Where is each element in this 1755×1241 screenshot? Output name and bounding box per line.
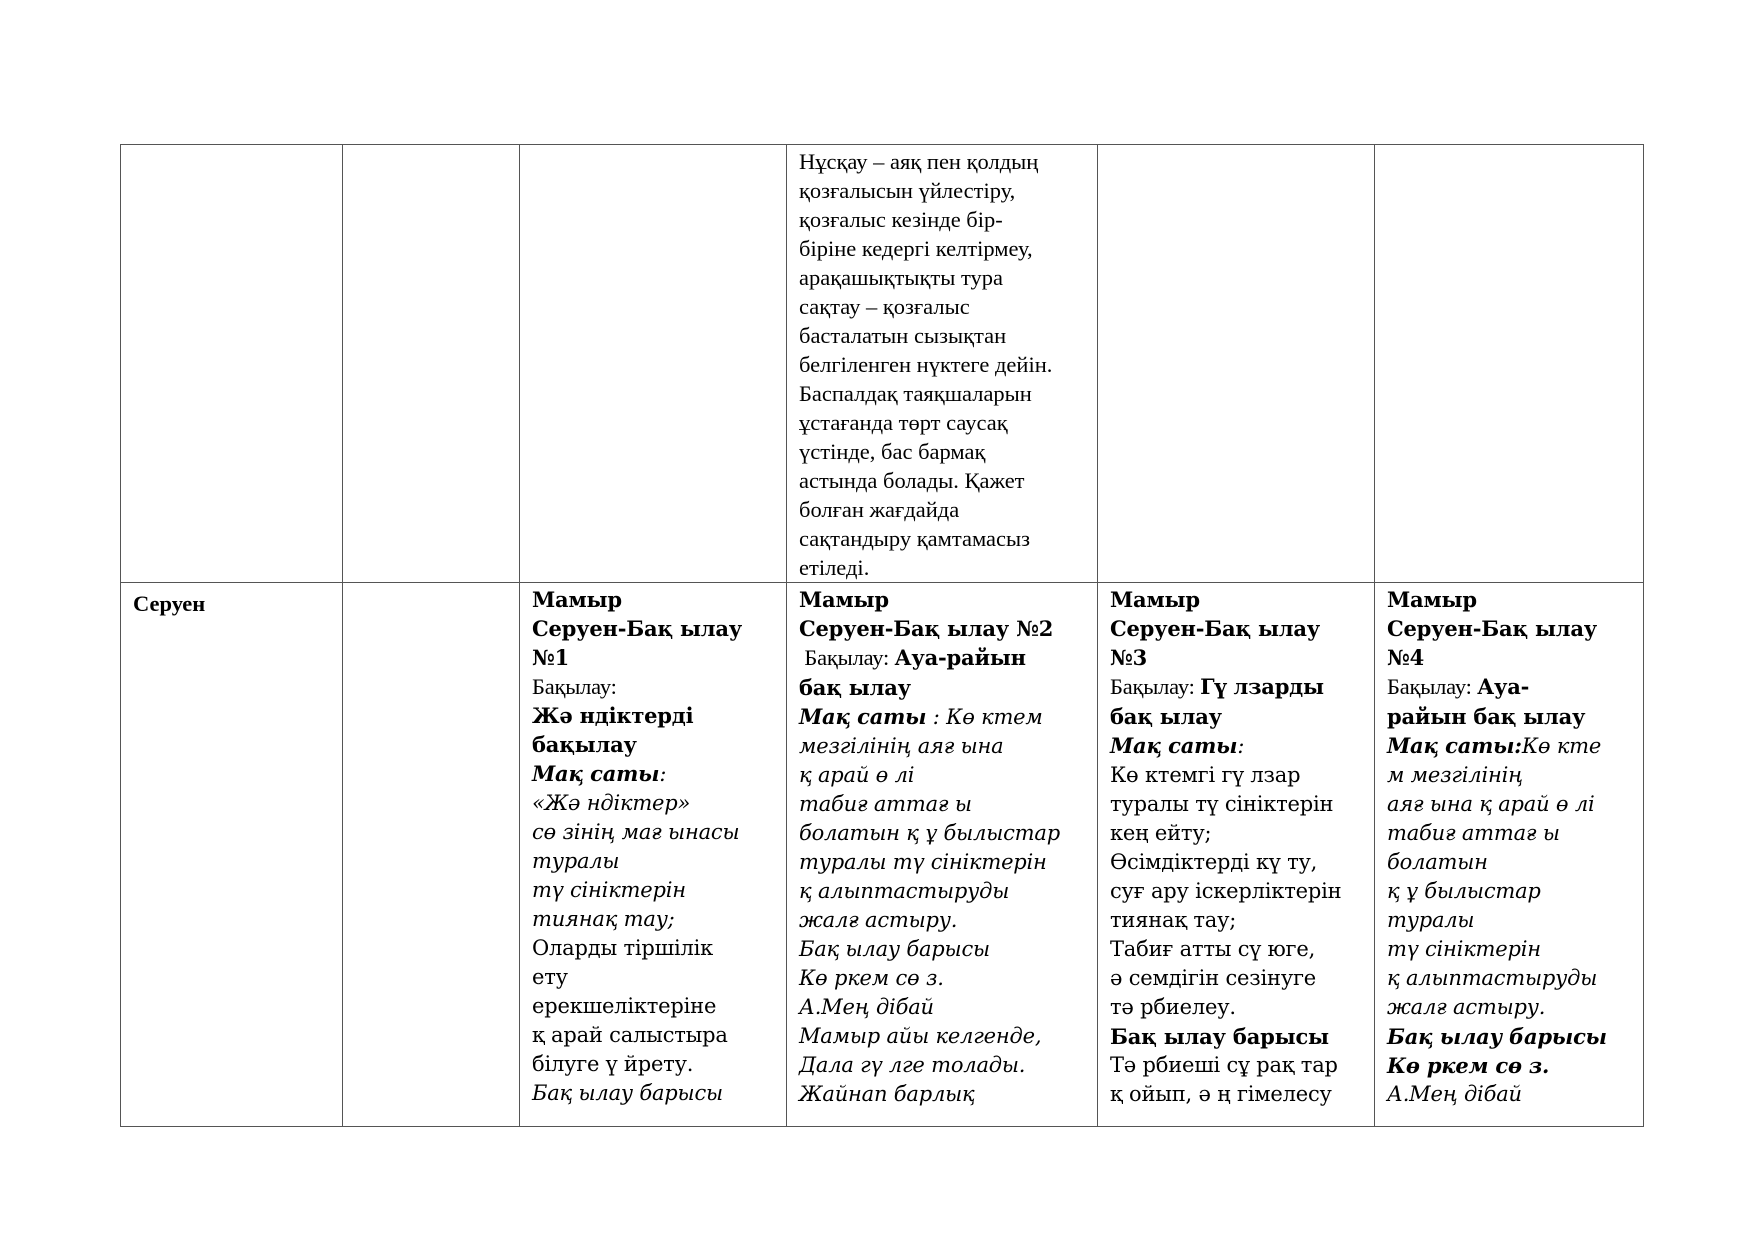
- goal-line: тиянақ тау;: [532, 907, 675, 931]
- goal-line: жалғ астыру.: [1387, 995, 1546, 1019]
- text-line: білуге ү йрету.: [532, 1052, 694, 1076]
- month-label: Мамыр: [532, 587, 622, 612]
- poem-line: Дала гү лге толады.: [799, 1053, 1026, 1077]
- goal-line: Бақ ылау барысы: [799, 937, 990, 961]
- text-line: Баспалдақ таяқшаларын: [799, 381, 1032, 406]
- goal-line: қ алыптастыруды: [1387, 966, 1598, 990]
- month-label: Мамыр: [1387, 587, 1477, 612]
- goal-text: : Кө ктем: [926, 705, 1043, 729]
- goal-label: Мақ саты: [1110, 733, 1238, 758]
- month-label: Мамыр: [1110, 587, 1200, 612]
- text-line: басталатын сызықтан: [799, 323, 1007, 348]
- observation-topic-cont: бақ ылау: [799, 675, 911, 700]
- progress-heading: Бақ ылау барысы: [532, 1081, 723, 1105]
- text-line: қозғалысын үйлестіру,: [799, 178, 1016, 203]
- text-line: қ арай салыстыра: [532, 1023, 728, 1047]
- text-line: Тә рбиеші сұ рақ тар: [1110, 1053, 1338, 1077]
- goal-line: қ ұ былыстар: [1387, 879, 1541, 903]
- cell-r2-c2: [343, 583, 520, 1127]
- progress-heading: Бақ ылау барысы: [1387, 1024, 1607, 1049]
- observation-topic: Гү лзарды: [1200, 674, 1324, 699]
- observation-label: Бақылау:: [532, 674, 617, 699]
- text-line: Кө ктемгі гү лзар: [1110, 763, 1301, 787]
- goal-line: жалғ астыру.: [799, 908, 958, 932]
- goal-line: табиғ аттағ ы: [1387, 821, 1560, 845]
- goal-line: мезгілінің аяғ ына: [799, 734, 1004, 758]
- text-line: сақтау – қозғалыс: [799, 294, 970, 319]
- observation-label: Бақылау:: [799, 645, 895, 670]
- text-line: қозғалыс кезінде бір-: [799, 207, 1003, 232]
- cell-r1-c3: [520, 145, 787, 583]
- text-line: ұстағанда төрт саусақ: [799, 410, 1008, 435]
- observation-topic: Ауа-: [1477, 674, 1530, 699]
- goal-line: Кө ркем сө з.: [799, 966, 944, 990]
- text-line: тә рбиелеу.: [1110, 995, 1236, 1019]
- text-line: тиянақ тау;: [1110, 908, 1237, 932]
- observation-topic-cont: бақ ылау: [1110, 704, 1222, 729]
- cell-walk-1: [520, 583, 787, 1127]
- goal-colon: :: [1237, 734, 1245, 758]
- goal-line: м мезгілінің: [1387, 763, 1523, 787]
- plan-table: [120, 144, 1644, 1127]
- text-line: Оларды тіршілік: [532, 936, 714, 960]
- goal-line: сө зінің мағ ынасы: [532, 820, 740, 844]
- goal-label: Мақ саты:: [1387, 733, 1522, 758]
- goal-line: болатын: [1387, 850, 1488, 874]
- cell-r1-c1: [121, 145, 343, 583]
- cell-r1-c5: [1098, 145, 1375, 583]
- row-label: Серуен: [133, 591, 206, 616]
- walk-title: Серуен-Бақ ылау: [1110, 616, 1321, 641]
- walk-number: №3: [1110, 645, 1148, 670]
- walk-title: Серуен-Бақ ылау: [532, 616, 743, 641]
- text-line: ерекшеліктеріне: [532, 994, 717, 1018]
- walk-title: Серуен-Бақ ылау: [1387, 616, 1598, 641]
- goal-colon: :: [659, 762, 667, 786]
- text-line: Нұсқау – аяқ пен қолдың: [799, 149, 1039, 174]
- text-line: белгіленген нүктеге дейін.: [799, 352, 1053, 377]
- month-label: Мамыр: [799, 587, 889, 612]
- observation-topic-cont: бақылау: [532, 732, 637, 757]
- goal-line: тү сініктерін: [532, 878, 686, 902]
- text-line: арақашықтықты тура: [799, 265, 1003, 290]
- text-line: Өсімдіктерді кү ту,: [1110, 850, 1318, 874]
- cell-walk-2: [787, 583, 1098, 1127]
- goal-line: А.Мең дібай: [799, 995, 934, 1019]
- text-line: кең ейту;: [1110, 821, 1212, 845]
- goal-text: Кө кте: [1521, 734, 1602, 758]
- cell-r1-c6: [1375, 145, 1644, 583]
- cell-instruction-text: [787, 145, 1098, 583]
- poem-line: Жайнап барлық: [799, 1082, 975, 1106]
- goal-line: «Жә ндіктер»: [532, 791, 691, 815]
- text-line: сақтандыру қамтамасыз: [799, 526, 1031, 551]
- walk-title: Серуен-Бақ ылау №2: [799, 616, 1054, 641]
- goal-line: қ арай ө лі: [799, 763, 915, 787]
- cell-walk-4: [1375, 583, 1644, 1127]
- text-line: ә семдігін сезінуге: [1110, 966, 1317, 990]
- poem-author: А.Мең дібай: [1387, 1082, 1522, 1106]
- goal-line: туралы: [1387, 908, 1475, 932]
- goal-label: Мақ саты: [532, 761, 660, 786]
- table-row-instructions: [121, 145, 1644, 583]
- text-line: туралы тү сініктерін: [1110, 792, 1334, 816]
- cell-row-label: [121, 583, 343, 1127]
- table-row-walk: [121, 583, 1644, 1127]
- goal-line: қ алыптастыруды: [799, 879, 1010, 903]
- text-line: біріне кедергі келтірмеу,: [799, 236, 1033, 261]
- observation-label: Бақылау:: [1387, 674, 1478, 699]
- text-line: Табиғ атты сү юге,: [1110, 937, 1316, 961]
- goal-line: туралы тү сініктерін: [799, 850, 1047, 874]
- text-line: астында болады. Қажет: [799, 468, 1025, 493]
- cell-r1-c2: [343, 145, 520, 583]
- goal-line: тү сініктерін: [1387, 937, 1541, 961]
- goal-label: Мақ саты: [799, 704, 927, 729]
- observation-topic: Ауа-райын: [894, 645, 1026, 670]
- poem-heading: Кө ркем сө з.: [1387, 1053, 1550, 1078]
- text-line: үстінде, бас бармақ: [799, 439, 986, 464]
- goal-line: аяғ ына қ арай ө лі: [1387, 792, 1595, 816]
- observation-topic: Жә ндіктерді: [532, 703, 694, 728]
- goal-line: болатын қ ұ былыстар: [799, 821, 1060, 845]
- observation-label: Бақылау:: [1110, 674, 1201, 699]
- text-line: қ ойып, ә ң гімелесу: [1110, 1082, 1332, 1106]
- goal-line: табиғ аттағ ы: [799, 792, 972, 816]
- text-line: етіледі.: [799, 555, 870, 580]
- poem-line: Мамыр айы келгенде,: [799, 1024, 1042, 1048]
- text-line: болған жағдайда: [799, 497, 960, 522]
- observation-topic-cont: райын бақ ылау: [1387, 704, 1586, 729]
- goal-line: туралы: [532, 849, 620, 873]
- text-line: суғ ару іскерліктерін: [1110, 879, 1342, 903]
- cell-walk-3: [1098, 583, 1375, 1127]
- text-line: ету: [532, 965, 568, 989]
- progress-heading: Бақ ылау барысы: [1110, 1024, 1329, 1049]
- walk-number: №1: [532, 645, 570, 670]
- walk-number: №4: [1387, 645, 1425, 670]
